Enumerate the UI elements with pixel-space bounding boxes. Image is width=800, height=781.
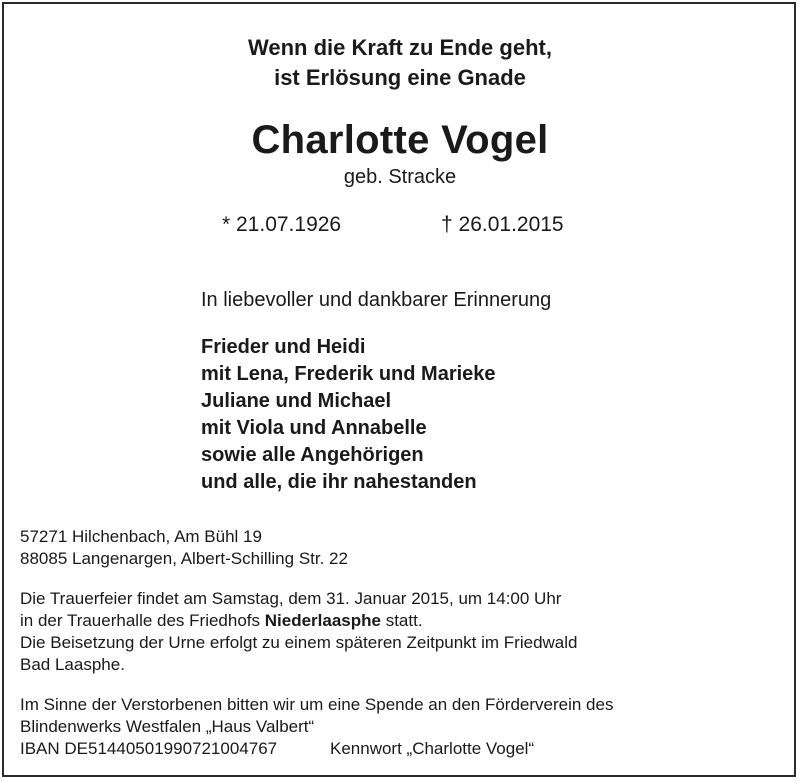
donation-line-2: Blindenwerks Westfalen „Haus Valbert“ [20, 717, 315, 736]
birth-date: * 21.07.1926 [222, 213, 342, 236]
mourner-line: Frieder und Heidi [201, 336, 366, 358]
deceased-name: Charlotte Vogel [251, 118, 549, 162]
funeral-line-2 [20, 611, 423, 631]
mourner-line: mit Viola und Annabelle [201, 417, 427, 439]
mourner-line: sowie alle Angehörigen [201, 444, 424, 466]
donation-line-1: Im Sinne der Verstorbenen bitten wir um eine Spende an den Förderverein des [20, 695, 614, 714]
funeral-line-2-prefix: in der Trauerhalle des Friedhofs [20, 611, 265, 630]
address-line: 88085 Langenargen, Albert-Schilling Str. 22 [20, 549, 348, 568]
funeral-line-3: Die Beisetzung der Urne erfolgt zu einem späteren Zeitpunkt im Friedwald [20, 633, 578, 652]
death-date: † 26.01.2015 [441, 213, 564, 236]
mourner-line: und alle, die ihr nahestanden [201, 471, 477, 493]
funeral-line-4: Bad Laasphe. [20, 655, 125, 674]
birth-name: geb. Stracke [343, 166, 457, 188]
mourner-line: mit Lena, Frederik und Marieke [201, 363, 496, 385]
address-line: 57271 Hilchenbach, Am Bühl 19 [20, 527, 262, 546]
donation-keyword: Kennwort „Charlotte Vogel“ [330, 739, 535, 758]
funeral-line-2-suffix: statt. [380, 611, 423, 630]
motto-line-2: ist Erlösung eine Gnade [274, 65, 526, 90]
donation-iban: IBAN DE51440501990721004767 [20, 739, 278, 758]
motto-line-1: Wenn die Kraft zu Ende geht, [248, 35, 552, 60]
funeral-line-1: Die Trauerfeier findet am Samstag, dem 31. Januar 2015, um 14:00 Uhr [20, 589, 562, 608]
funeral-place: Niederlaasphe [264, 611, 381, 630]
memory-line: In liebevoller und dankbarer Erinnerung [201, 289, 552, 311]
mourner-line: Juliane und Michael [201, 390, 392, 412]
